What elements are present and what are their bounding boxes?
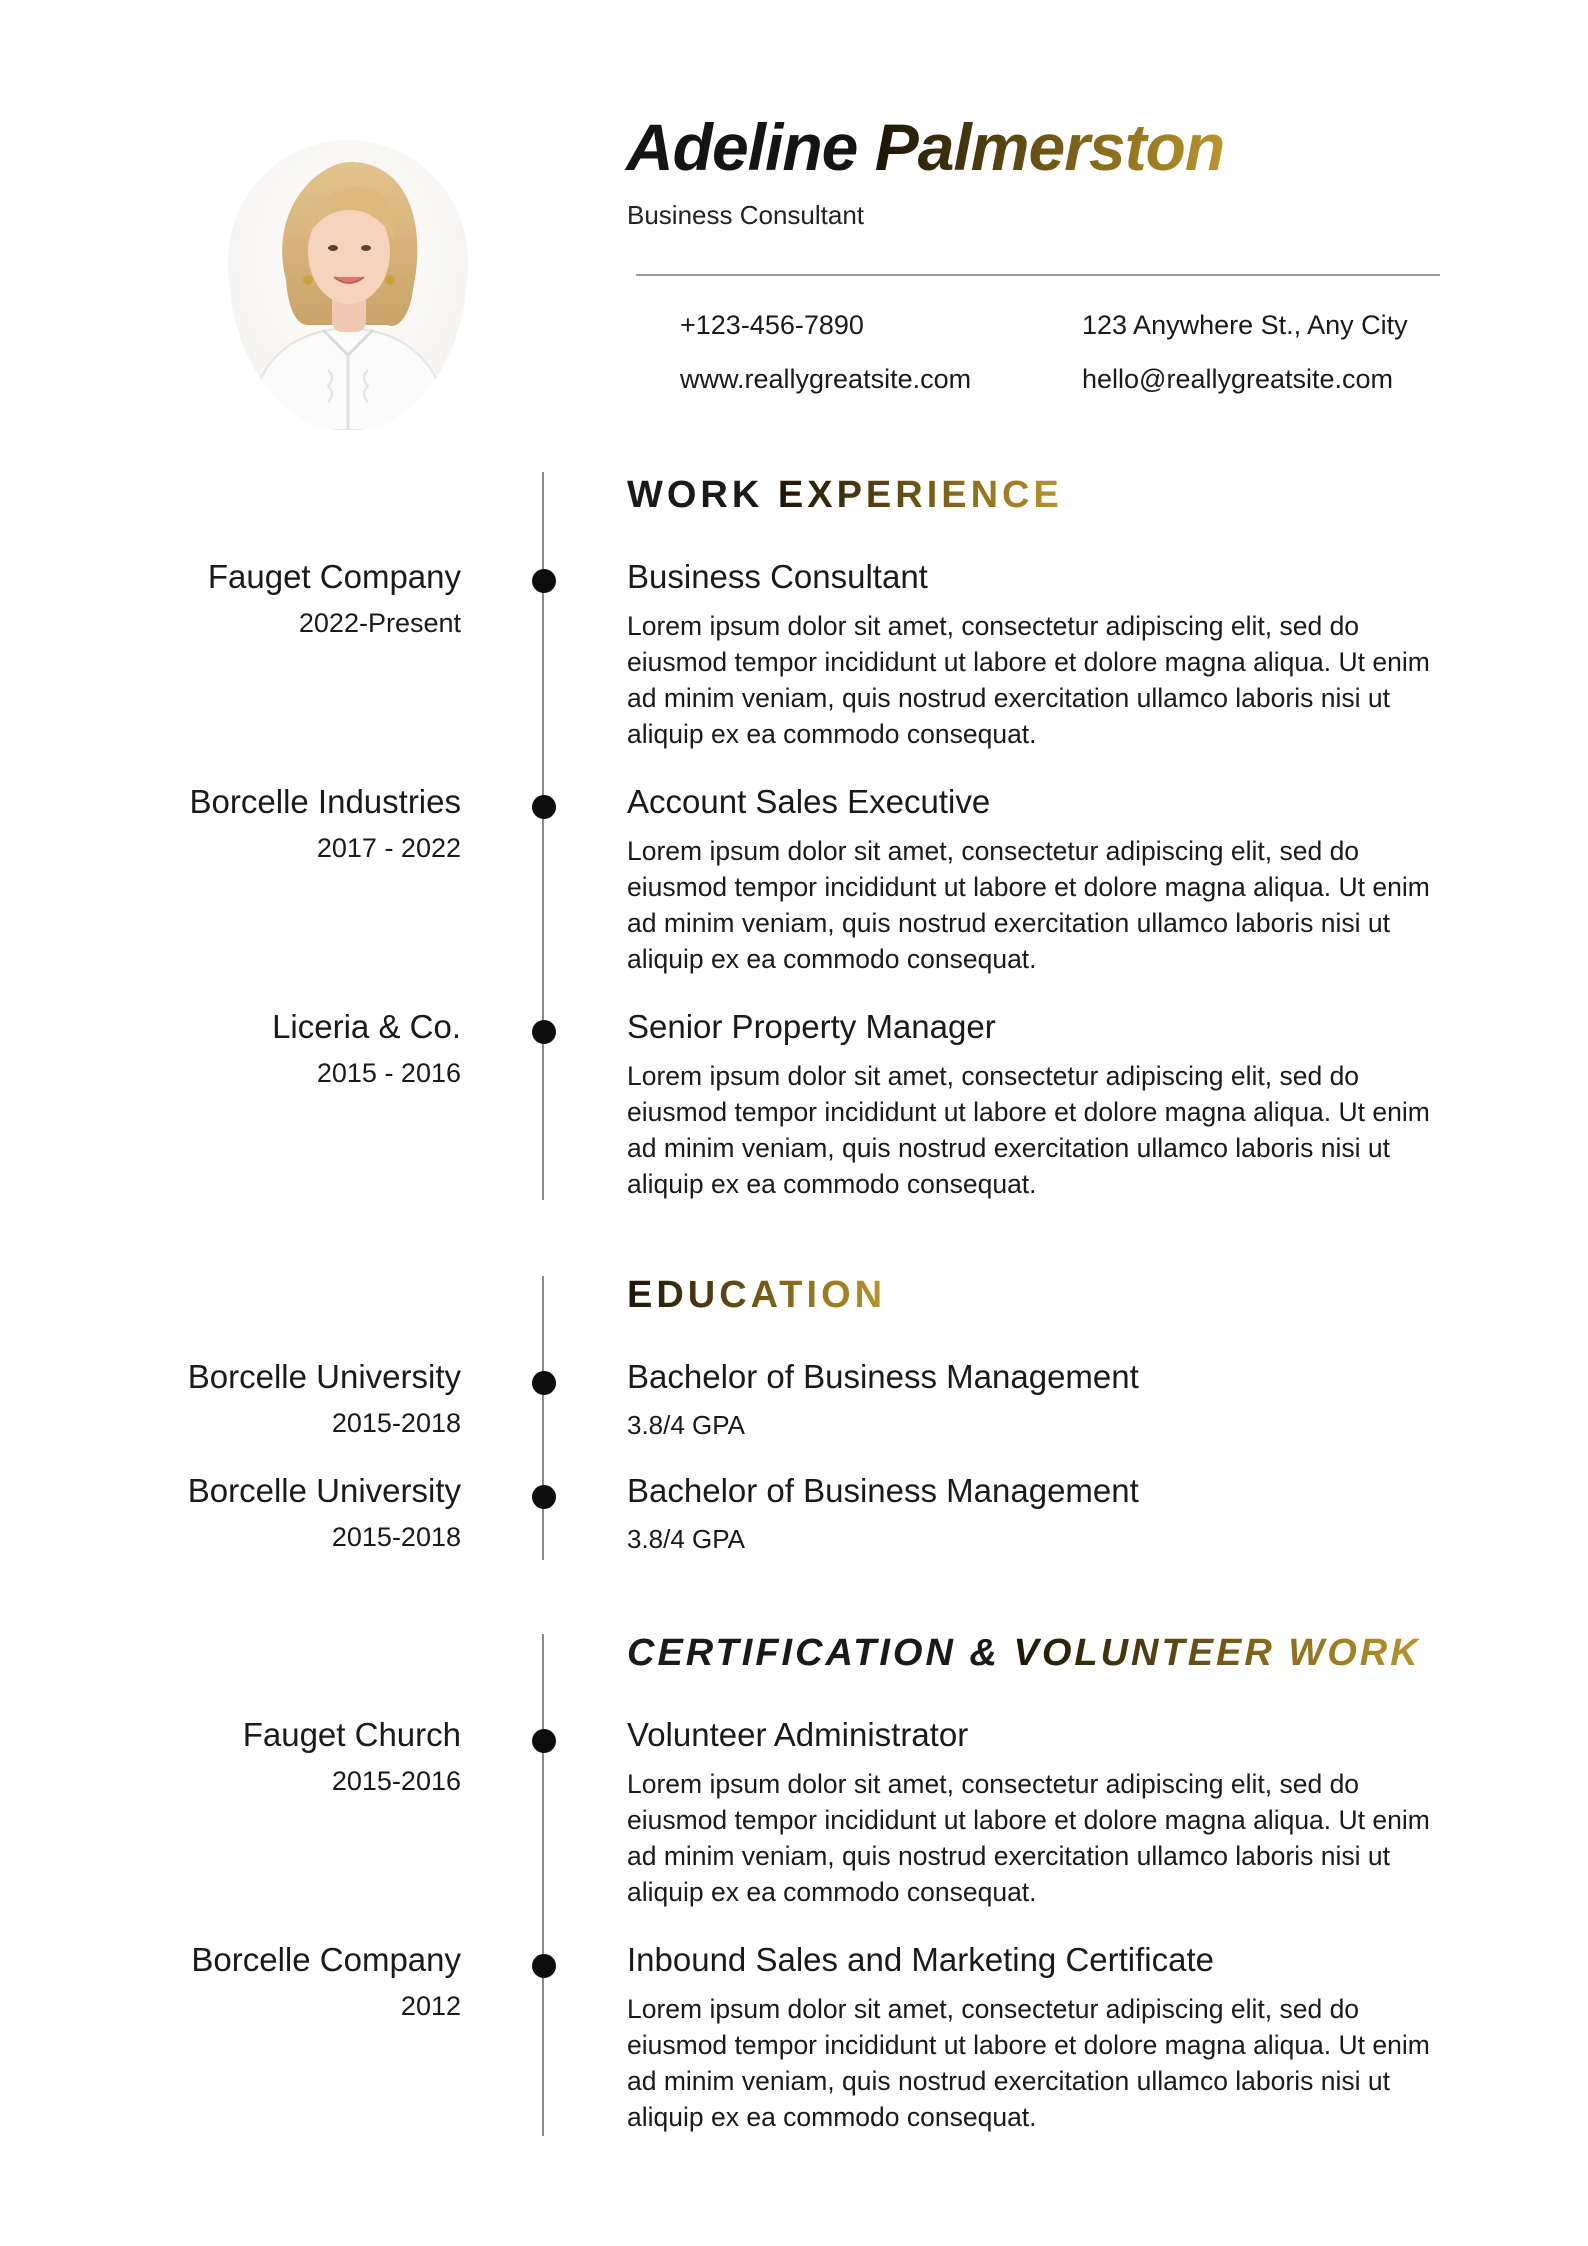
- certification-date: 2012: [400, 1991, 461, 2021]
- work-role: Account Sales Executive: [627, 783, 991, 820]
- website-text: www.reallygreatsite.com: [680, 364, 972, 394]
- education-timeline: [542, 1276, 544, 1560]
- work-date: 2017 - 2022: [316, 833, 461, 863]
- certification-role: Volunteer Administrator: [627, 1716, 969, 1753]
- certification-date: 2015-2016: [331, 1766, 461, 1796]
- education-org: Borcelle University: [187, 1472, 461, 1509]
- timeline-dot: [532, 1020, 556, 1044]
- timeline-dot: [532, 795, 556, 819]
- certification-description: Lorem ipsum dolor sit amet, consectetur adipiscing elit, sed do eiusmod tempor incididunt ut labore et dolore magna aliqua. Ut enim ad minim veniam, quis nostrud exercitation ullamco laboris nisi ut aliquip ex ea commodo consequat.: [627, 1994, 1430, 2132]
- portrait-image: [228, 140, 468, 430]
- email-text: hello@reallygreatsite.com: [1082, 364, 1394, 394]
- education-org: Borcelle University: [187, 1358, 461, 1395]
- full-name: [626, 110, 1224, 186]
- education-section-title: [627, 1274, 886, 1317]
- education-title: EDUCATION: [627, 1274, 887, 1316]
- certification-description: Lorem ipsum dolor sit amet, consectetur adipiscing elit, sed do eiusmod tempor incididunt ut labore et dolore magna aliqua. Ut enim ad minim veniam, quis nostrud exercitation ullamco laboris nisi ut aliquip ex ea commodo consequat.: [627, 1769, 1430, 1907]
- address-text: 123 Anywhere St., Any City: [1082, 310, 1408, 340]
- job-title: Business Consultant: [627, 200, 865, 230]
- work-org: Borcelle Industries: [189, 783, 461, 820]
- timeline-dot: [532, 1371, 556, 1395]
- education-gpa: 3.8/4 GPA: [627, 1524, 746, 1554]
- work-description: Lorem ipsum dolor sit amet, consectetur adipiscing elit, sed do eiusmod tempor incididunt ut labore et dolore magna aliqua. Ut enim ad minim veniam, quis nostrud exercitation ullamco laboris nisi ut aliquip ex ea commodo consequat.: [627, 611, 1430, 749]
- work-org: Fauget Company: [207, 558, 461, 595]
- phone-text: +123-456-7890: [680, 310, 864, 340]
- work-title-gold: EXPERIENCE: [777, 474, 1063, 516]
- education-date: 2015-2018: [331, 1408, 461, 1438]
- timeline-dot: [532, 1485, 556, 1509]
- certification-timeline: [542, 1634, 544, 2136]
- work-section-title: [627, 474, 1063, 517]
- work-org: Liceria & Co.: [272, 1008, 461, 1045]
- timeline-dot: [532, 1729, 556, 1753]
- education-gpa: 3.8/4 GPA: [627, 1410, 746, 1440]
- timeline-dot: [532, 569, 556, 593]
- education-date: 2015-2018: [331, 1522, 461, 1552]
- certification-title-gold: VOLUNTEER WORK: [1013, 1632, 1421, 1674]
- education-degree: Bachelor of Business Management: [627, 1472, 1139, 1509]
- work-description: Lorem ipsum dolor sit amet, consectetur adipiscing elit, sed do eiusmod tempor incididunt ut labore et dolore magna aliqua. Ut enim ad minim veniam, quis nostrud exercitation ullamco laboris nisi ut aliquip ex ea commodo consequat.: [627, 836, 1430, 974]
- work-role: Senior Property Manager: [627, 1008, 996, 1045]
- timeline-dot: [532, 1954, 556, 1978]
- work-role: Business Consultant: [627, 558, 928, 595]
- last-name: Palmerston: [874, 110, 1225, 184]
- header-divider: [636, 274, 1440, 276]
- certification-section-title: [627, 1632, 1421, 1675]
- certification-role: Inbound Sales and Marketing Certificate: [627, 1941, 1215, 1978]
- first-name: Adeline: [626, 110, 858, 184]
- certification-org: Borcelle Company: [191, 1941, 461, 1978]
- work-date: 2015 - 2016: [316, 1058, 461, 1088]
- work-description: Lorem ipsum dolor sit amet, consectetur adipiscing elit, sed do eiusmod tempor incididunt ut labore et dolore magna aliqua. Ut enim ad minim veniam, quis nostrud exercitation ullamco laboris nisi ut aliquip ex ea commodo consequat.: [627, 1061, 1430, 1199]
- certification-title-dark: CERTIFICATION &: [627, 1632, 1000, 1674]
- education-degree: Bachelor of Business Management: [627, 1358, 1139, 1395]
- work-title-dark: WORK: [627, 474, 764, 516]
- profile-photo: [228, 140, 468, 430]
- certification-org: Fauget Church: [242, 1716, 461, 1753]
- work-date: 2022-Present: [298, 608, 461, 638]
